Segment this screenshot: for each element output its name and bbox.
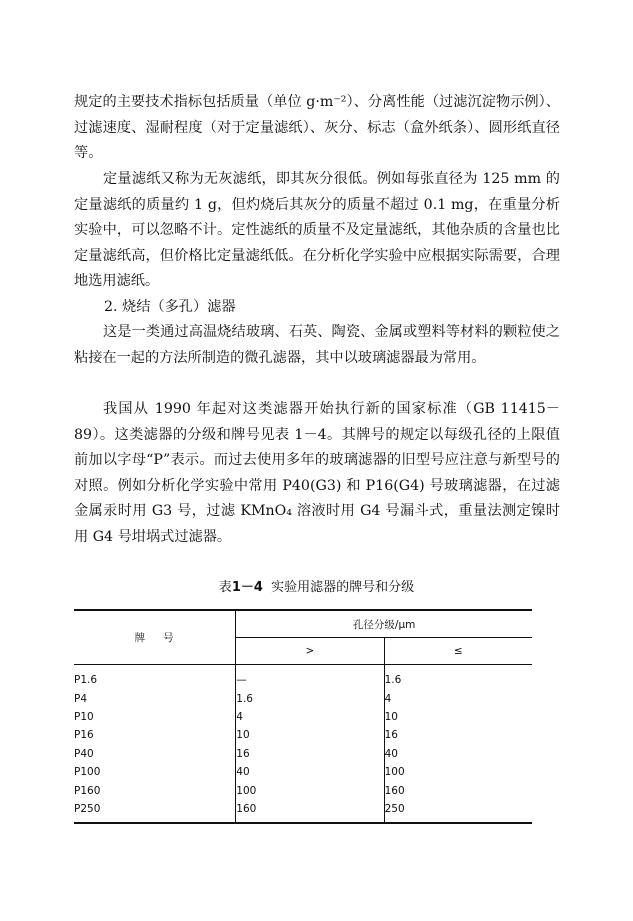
- filter-grade-table: [74, 609, 532, 824]
- paragraph-quantitative-paper: 定量滤纸又称为无灰滤纸，即其灰分很低。例如每张直径为 125 mm 的定量滤纸的质量约 1 g，但灼烧后其灰分的质量不超过 0.1 mg，在重量分析实验中，可以忽略不计。定性滤纸的质量不及定量滤纸，其他杂质的含量也比定量滤纸高，但价格比定量滤纸低。在分析化学实验中应根据实际需要，合理地选用滤纸。: [74, 171, 560, 290]
- table-caption: [0, 578, 633, 598]
- section-heading-sintered-filter: 2. 烧结（多孔）滤器: [104, 299, 236, 315]
- cell-brand: P40: [74, 747, 94, 760]
- cell-gt: 16: [236, 745, 384, 763]
- cell-brand: P4: [74, 692, 88, 705]
- table-row: [74, 708, 532, 726]
- table-header-row: [74, 610, 532, 638]
- cell-le: 4: [384, 689, 532, 707]
- header-greater-than: >: [236, 638, 384, 665]
- table-row: [74, 781, 532, 799]
- cell-le: 1.6: [384, 665, 532, 690]
- cell-brand: P250: [74, 802, 101, 815]
- cell-brand: P16: [74, 729, 94, 742]
- paragraph-national-standard: 我国从 1990 年起对这类滤器开始执行新的国家标准（GB 11415－89）。这类滤器的分级和牌号见表 1－4。其牌号的规定以每级孔径的上限值前加以字母“P”表示。而过去使用多年的玻璃滤器的旧型号应注意与新型号的对照。例如分析化学实验中常用 P40(G3) 和 P16(G4) 号玻璃滤器，在过滤金属汞时用 G3 号，过滤 KMnO₄ 溶液时用 G4 号漏斗式，重量法测定镍时用 G4 号坩埚式过滤器。: [74, 401, 560, 545]
- cell-gt: 160: [236, 800, 384, 823]
- cell-brand: P10: [74, 710, 94, 723]
- cell-brand: P1.6: [74, 674, 98, 687]
- cell-brand: P100: [74, 766, 101, 779]
- table-row: [74, 689, 532, 707]
- cell-le: 250: [384, 800, 532, 823]
- paragraph-sintered-intro: 这是一类通过高温烧结玻璃、石英、陶瓷、金属或塑料等材料的颗粒使之粘接在一起的方法所制造的微孔滤器，其中以玻璃滤器最为常用。: [74, 324, 560, 366]
- table-row: [74, 763, 532, 781]
- table-row: [74, 726, 532, 744]
- table-row: [74, 745, 532, 763]
- cell-le: 40: [384, 745, 532, 763]
- header-brand: 牌号: [74, 610, 236, 665]
- table-caption-prefix: 表: [218, 580, 232, 595]
- cell-gt: 100: [236, 781, 384, 799]
- paragraph-specs: 规定的主要技术指标包括质量（单位 g·m⁻²）、分离性能（过滤沉淀物示例）、过滤速度、湿耐程度（对于定量滤纸）、灰分、标志（盒外纸条）、圆形纸直径等。: [74, 94, 560, 162]
- cell-le: 10: [384, 708, 532, 726]
- table-caption-title: 实验用滤器的牌号和分级: [271, 580, 415, 595]
- table-row: [74, 665, 532, 690]
- cell-le: 100: [384, 763, 532, 781]
- header-pore-size: 孔径分级/μm: [236, 610, 532, 638]
- table-caption-number: 1－4: [231, 580, 263, 595]
- table-row: [74, 800, 532, 823]
- cell-gt: —: [236, 665, 384, 690]
- cell-gt: 10: [236, 726, 384, 744]
- cell-gt: 40: [236, 763, 384, 781]
- cell-gt: 1.6: [236, 689, 384, 707]
- cell-le: 160: [384, 781, 532, 799]
- cell-le: 16: [384, 726, 532, 744]
- header-less-equal: ≤: [384, 638, 532, 665]
- cell-brand: P160: [74, 784, 101, 797]
- cell-gt: 4: [236, 708, 384, 726]
